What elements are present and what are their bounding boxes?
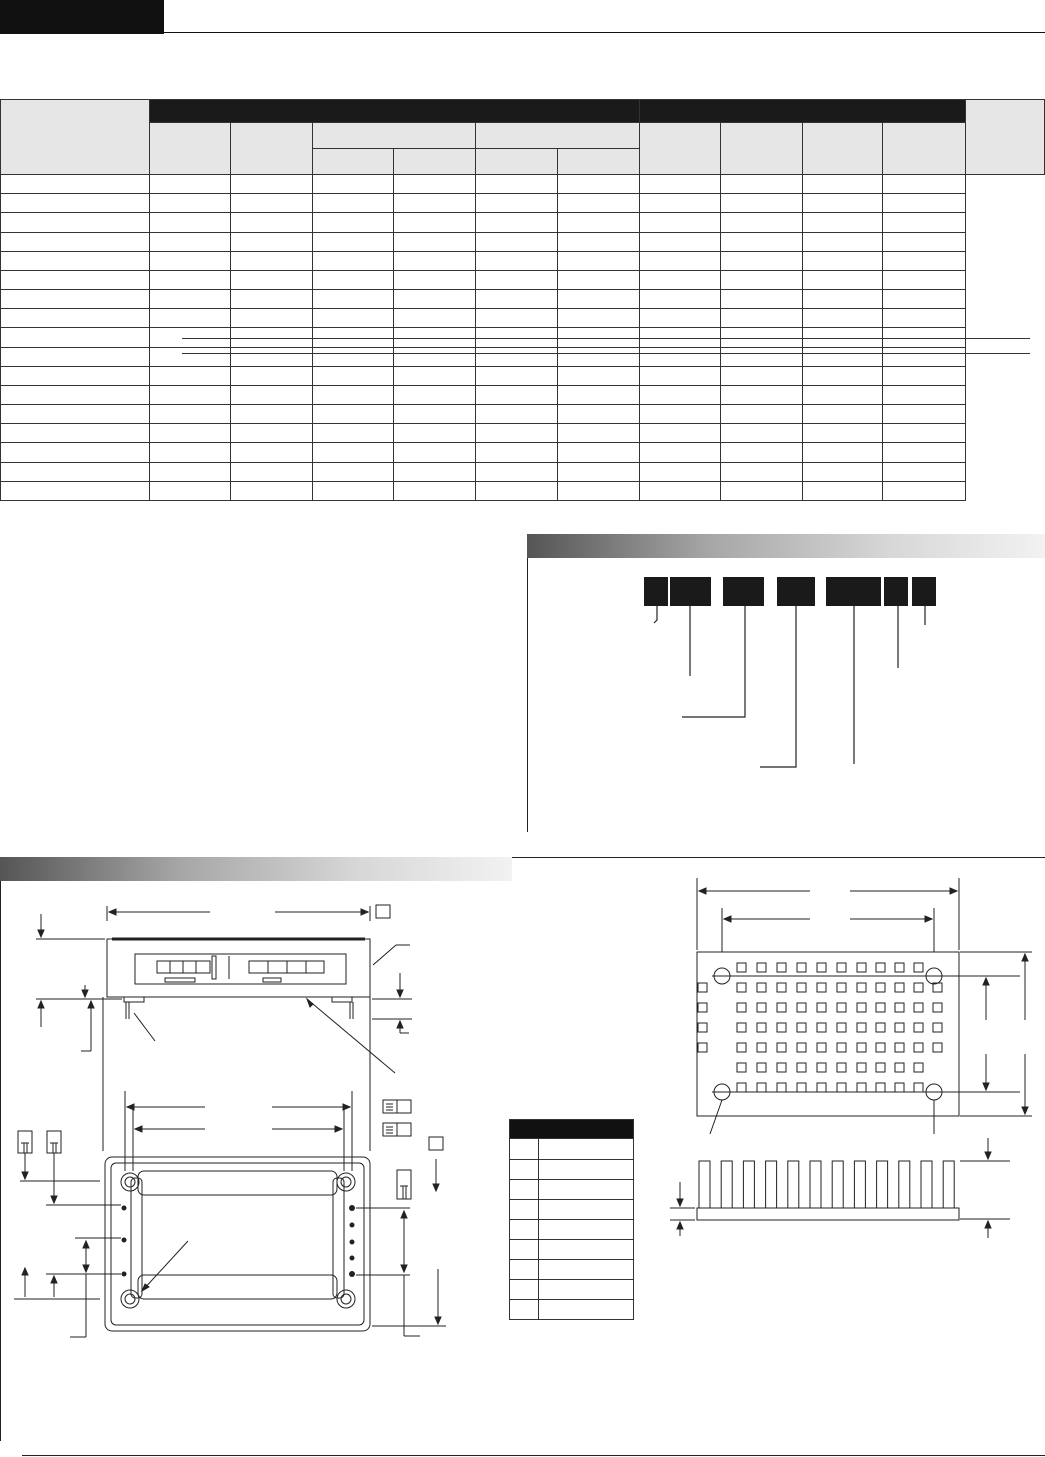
heatsink-fin bbox=[854, 1161, 865, 1208]
table-row bbox=[510, 1200, 634, 1220]
table-row bbox=[510, 1139, 634, 1160]
heatsink-fin bbox=[943, 1161, 954, 1208]
pin-table bbox=[509, 1119, 634, 1320]
pin-table-header bbox=[510, 1120, 634, 1139]
part-number-diagram bbox=[527, 558, 1045, 832]
mechanical-section-bar bbox=[0, 857, 512, 881]
table-row bbox=[510, 1260, 634, 1280]
module-outline-drawing bbox=[0, 881, 512, 1441]
code-box bbox=[777, 577, 815, 606]
heatsink-fin bbox=[921, 1161, 932, 1208]
tolerance-box bbox=[376, 905, 390, 918]
section-divider bbox=[512, 857, 1045, 858]
code-box bbox=[670, 577, 711, 606]
table-row bbox=[510, 1220, 634, 1240]
code-box bbox=[826, 577, 881, 606]
table-row bbox=[510, 1180, 634, 1200]
heatsink-fin bbox=[877, 1161, 888, 1208]
heatsink-fins bbox=[699, 1161, 954, 1208]
code-box bbox=[723, 577, 764, 606]
heatsink-fin bbox=[766, 1161, 777, 1208]
spec-table-split-lines bbox=[0, 0, 1045, 520]
part-number-section-bar bbox=[527, 534, 1045, 558]
table-row bbox=[510, 1280, 634, 1300]
heatsink-fin bbox=[788, 1161, 799, 1208]
heatsink-fin bbox=[899, 1161, 910, 1208]
code-box bbox=[644, 577, 668, 606]
code-box bbox=[912, 577, 936, 606]
heatsink-fin bbox=[699, 1161, 710, 1208]
heatsink-fin bbox=[721, 1161, 732, 1208]
table-row bbox=[510, 1300, 634, 1320]
table-row bbox=[510, 1240, 634, 1260]
footer-rule bbox=[22, 1455, 1045, 1456]
table-row bbox=[510, 1160, 634, 1180]
code-box bbox=[884, 577, 908, 606]
heatsink-fin bbox=[832, 1161, 843, 1208]
heatsink-drawing bbox=[660, 870, 1045, 1250]
heatsink-fin bbox=[743, 1161, 754, 1208]
heatsink-fin bbox=[810, 1161, 821, 1208]
